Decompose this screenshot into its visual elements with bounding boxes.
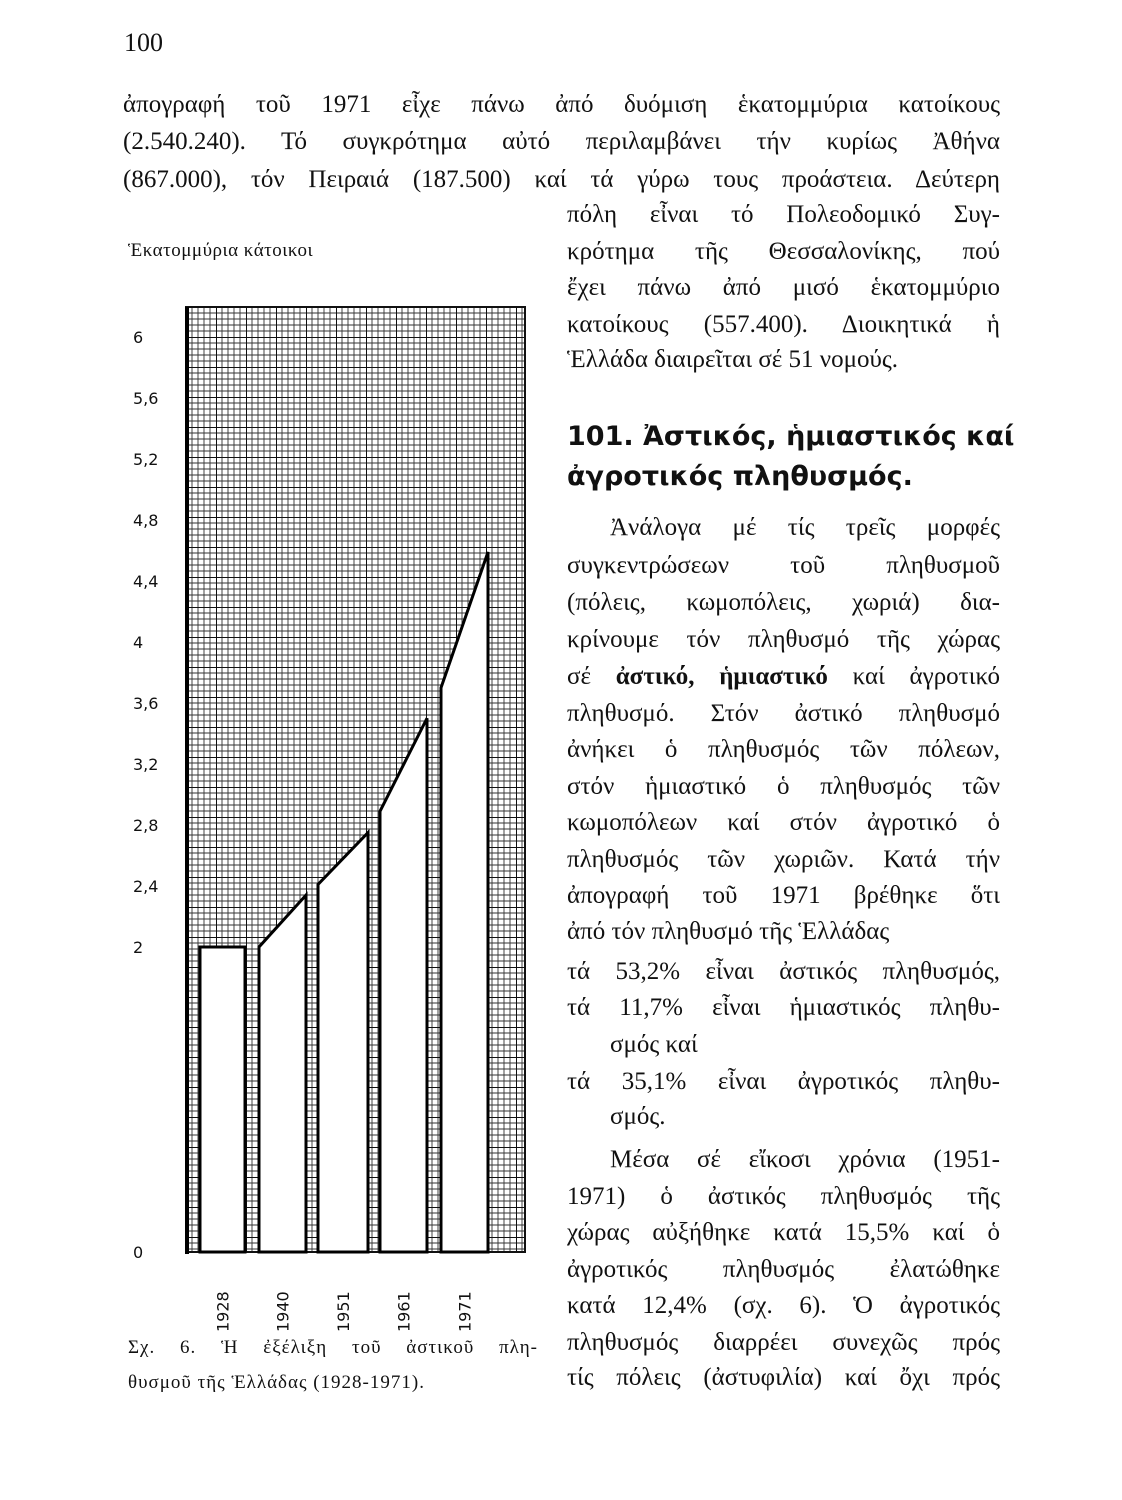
stat-line: τά 53,2% εἶναι ἀστικός πληθυσμός, <box>567 958 1000 985</box>
y-tick-label: 2 <box>133 938 144 957</box>
paragraph-line: σέ ἀστικό, ἡμιαστικό καί ἀγροτικό <box>567 663 1000 690</box>
bar-1951 <box>318 833 368 1252</box>
chart-y-axis-label: Ἑκατομμύρια κάτοικοι <box>128 240 314 261</box>
paragraph-line: Ἀνάλογα μέ τίς τρεῖς μορφές <box>610 514 1000 541</box>
y-tick-label: 4,4 <box>133 572 159 591</box>
bar-1940 <box>259 895 306 1252</box>
stat-line: σμός. <box>610 1103 666 1130</box>
paragraph-line: Ἑλλάδα διαιρεῖται σέ 51 νομούς. <box>567 346 899 373</box>
x-tick-label: 1928 <box>213 1291 233 1332</box>
bar-1928 <box>200 947 245 1252</box>
paragraph-line: πληθυσμό. Στόν ἀστικό πληθυσμό <box>567 700 1000 727</box>
y-tick-label: 4,8 <box>133 511 159 530</box>
paragraph-line: κατά 12,4% (σχ. 6). Ὁ ἀγροτικός <box>567 1292 1000 1319</box>
y-tick-label: 2,8 <box>133 816 159 835</box>
y-tick-label: 2,4 <box>133 877 159 896</box>
paragraph-line: κατοίκους (557.400). Διοικητικά ἡ <box>567 311 1000 338</box>
paragraph-line: (2.540.240). Τό συγκρότημα αὐτό περιλαμβάνει τήν κυρίως Ἀθήνα <box>123 128 1000 155</box>
stat-line: τά 35,1% εἶναι ἀγροτικός πληθυ- <box>567 1068 1000 1095</box>
paragraph-line: ἀπογραφή τοῦ 1971 εἶχε πάνω ἀπό δυόμιση ἑκατομμύρια κατοίκους <box>123 91 1000 118</box>
x-tick-label: 1951 <box>334 1291 353 1332</box>
paragraph-line: 1971) ὁ ἀστικός πληθυσμός τῆς <box>567 1183 1000 1210</box>
paragraph-line: πληθυσμός διαρρέει συνεχῶς πρός <box>567 1329 1000 1356</box>
stat-line: σμός καί <box>610 1031 698 1058</box>
y-tick-label: 3,6 <box>133 694 159 713</box>
paragraph-line: συγκεντρώσεων τοῦ πληθυσμοῦ <box>567 552 1000 579</box>
paragraph-line: τίς πόλεις (ἀστυφιλία) καί ὄχι πρός <box>567 1364 1000 1391</box>
paragraph-line: Μέσα σέ εἴκοσι χρόνια (1951- <box>610 1146 1000 1173</box>
paragraph-line: ἀνήκει ὁ πληθυσμός τῶν πόλεων, <box>567 736 1000 763</box>
paragraph-line: στόν ἡμιαστικό ὁ πληθυσμός τῶν <box>567 773 1000 800</box>
y-tick-label: 3,2 <box>133 755 159 774</box>
paragraph-line: (πόλεις, κωμοπόλεις, χωριά) δια- <box>567 589 1000 616</box>
x-tick-label: 1971 <box>455 1291 475 1332</box>
x-tick-label: 1961 <box>394 1291 414 1332</box>
paragraph-line: πληθυσμός τῶν χωριῶν. Κατά τήν <box>567 846 1000 873</box>
paragraph-line: ἔχει πάνω ἀπό μισό ἑκατομμύριο <box>567 274 1000 301</box>
paragraph-line: κρίνουμε τόν πληθυσμό τῆς χώρας <box>567 626 1000 653</box>
y-tick-label: 6 <box>133 328 144 347</box>
paragraph-line: χώρας αὐξήθηκε κατά 15,5% καί ὁ <box>567 1219 1000 1246</box>
paragraph-line: ἀπό τόν πληθυσμό τῆς Ἑλλάδας <box>567 918 890 945</box>
y-tick-label: 0 <box>133 1243 144 1262</box>
paragraph-line: κρότημα τῆς Θεσσαλονίκης, πού <box>567 238 1000 265</box>
figure-caption: θυσμοῦ τῆς Ἑλλάδας (1928-1971). <box>128 1372 425 1393</box>
x-tick-label: 1940 <box>273 1291 293 1332</box>
urban-population-chart <box>0 0 560 1500</box>
y-tick-label: 5,6 <box>133 389 159 408</box>
paragraph-line: ἀπογραφή τοῦ 1971 βρέθηκε ὅτι <box>567 882 1000 909</box>
y-tick-label: 4 <box>133 633 144 652</box>
y-tick-label: 5,2 <box>133 450 159 469</box>
paragraph-line: ἀγροτικός πληθυσμός ἐλατώθηκε <box>567 1256 1000 1283</box>
stat-line: τά 11,7% εἶναι ἡμιαστικός πληθυ- <box>567 994 1000 1021</box>
page-number: 100 <box>124 28 163 57</box>
paragraph-line: κωμοπόλεων καί στόν ἀγροτικό ὁ <box>567 809 1000 836</box>
paragraph-line: πόλη εἶναι τό Πολεοδομικό Συγ- <box>567 201 1000 228</box>
bar-1961 <box>380 718 427 1252</box>
section-heading: ἀγροτικός πληθυσμός. <box>567 461 913 492</box>
figure-caption: Σχ. 6. Ἡ ἐξέλιξη τοῦ ἀστικοῦ πλη- <box>128 1337 538 1358</box>
paragraph-line: (867.000), τόν Πειραιά (187.500) καί τά γύρω τους προάστεια. Δεύτερη <box>123 166 1000 193</box>
section-heading: 101. Ἀστικός, ἡμιαστικός καί <box>567 421 1015 452</box>
